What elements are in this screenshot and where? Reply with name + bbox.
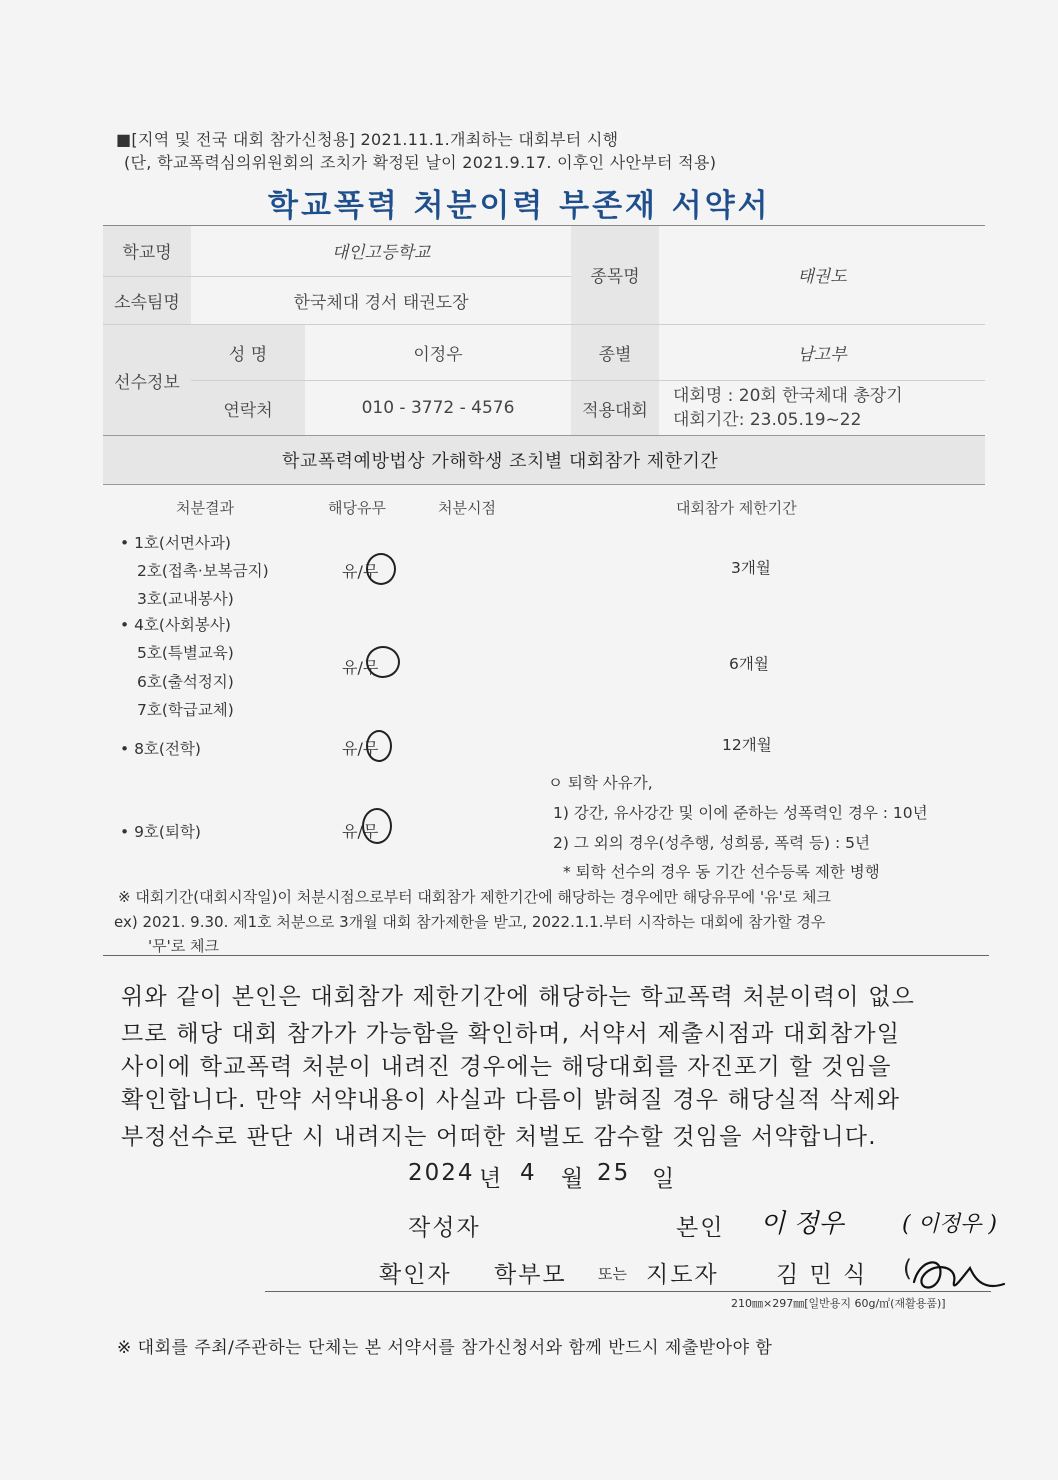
measure-9: • 9호(퇴학) xyxy=(120,823,201,841)
date-day-unit: 일 xyxy=(652,1166,677,1192)
restriction-section-title: 학교폭력예방법상 가해학생 조치별 대회참가 제한기간 xyxy=(282,451,719,472)
name-label: 성 명 xyxy=(191,324,305,380)
measure-7: 7호(학급교체) xyxy=(137,701,234,719)
category-label: 종별 xyxy=(571,324,659,380)
yn-group-1: 유/무 xyxy=(342,562,379,581)
measure-1: • 1호(서면사과) xyxy=(120,534,231,552)
competition-period: 대회기간: 23.05.19~22 xyxy=(673,410,862,430)
competition-label: 적용대회 xyxy=(571,380,659,436)
yn-group-3: 유/무 xyxy=(342,739,379,758)
signature-rule xyxy=(265,1291,991,1292)
measure-3: 3호(교내봉사) xyxy=(137,590,234,608)
col-period: 대회참가 제한기간 xyxy=(676,499,797,517)
school-label: 학교명 xyxy=(103,226,191,276)
instructor-name: 김 민 식 xyxy=(776,1262,868,1288)
competition-name: 대회명 : 20회 한국체대 총장기 xyxy=(673,386,903,406)
date-year: 2024 xyxy=(408,1160,475,1186)
pledge-line-1: 위와 같이 본인은 대회참가 제한기간에 해당하는 학교폭력 처분이력이 없으 xyxy=(121,984,916,1010)
footer-note: ※ 대회를 주최/주관하는 단체는 본 서약서를 참가신청서와 함께 반드시 제출받아야 함 xyxy=(117,1338,773,1358)
team-label: 소속팀명 xyxy=(103,276,191,324)
expulsion-line-4: * 퇴학 선수의 경우 동 기간 선수등록 제한 병행 xyxy=(563,863,880,881)
col-applicable: 해당유무 xyxy=(328,499,386,517)
measure-4: • 4호(사회봉사) xyxy=(120,616,231,634)
instructor-label: 지도자 xyxy=(646,1262,719,1288)
contact-label: 연락처 xyxy=(191,380,305,436)
expulsion-line-1: ㅇ 퇴학 사유가, xyxy=(548,774,653,792)
note-line-3: '무'로 체크 xyxy=(148,937,219,955)
measure-6: 6호(출석정지) xyxy=(137,673,234,691)
col-result: 처분결과 xyxy=(176,499,234,517)
measure-8: • 8호(전학) xyxy=(120,740,201,758)
instructor-signature-scribble xyxy=(900,1252,1010,1300)
pledge-line-2: 므로 해당 대회 참가가 가능함을 확인하며, 서약서 제출시점과 대회참가일 xyxy=(121,1021,901,1047)
check-circle-group-3 xyxy=(366,730,392,762)
contact-value: 010 - 3772 - 4576 xyxy=(305,380,571,436)
period-group-2: 6개월 xyxy=(729,655,769,673)
period-group-1: 3개월 xyxy=(731,559,771,577)
yn-group-2: 유/무 xyxy=(342,658,379,677)
competition-cell xyxy=(659,380,985,436)
col-time: 처분시점 xyxy=(438,499,496,517)
check-circle-group-1 xyxy=(366,553,396,585)
measure-5: 5호(특별교육) xyxy=(137,644,234,662)
self-seal: ( 이정우 ) xyxy=(902,1212,997,1237)
paper-spec: 210㎜×297㎜[일반용지 60g/㎡(재활용품)] xyxy=(731,1297,946,1310)
category-value: 남고부 xyxy=(659,324,985,380)
pledge-line-4: 확인합니다. 만약 서약내용이 사실과 다름이 밝혀질 경우 해당실적 삭제와 xyxy=(121,1087,901,1113)
period-group-3: 12개월 xyxy=(722,736,772,754)
header-line-1: ■[지역 및 전국 대회 참가신청용] 2021.11.1.개최하는 대회부터 시행 xyxy=(116,130,619,149)
check-circle-group-4 xyxy=(362,808,392,844)
date-month: 4 xyxy=(520,1160,537,1186)
header-line-2: (단, 학교폭력심의위원회의 조치가 확정된 날이 2021.9.17. 이후인 사안부터 적용) xyxy=(124,153,717,172)
name-value: 이정우 xyxy=(305,324,571,380)
expulsion-line-3: 2) 그 외의 경우(성추행, 성희롱, 폭력 등) : 5년 xyxy=(553,834,870,852)
expulsion-line-2: 1) 강간, 유사강간 및 이에 준하는 성폭력인 경우 : 10년 xyxy=(553,804,928,822)
event-label: 종목명 xyxy=(571,226,659,324)
or-label: 또는 xyxy=(598,1265,627,1283)
pledge-line-5: 부정선수로 판단 시 내려지는 어떠한 처벌도 감수할 것임을 서약합니다. xyxy=(121,1124,877,1150)
pledge-line-3: 사이에 학교폭력 처분이 내려진 경우에는 해당대회를 자진포기 할 것임을 xyxy=(121,1054,892,1080)
date-year-unit: 년 xyxy=(479,1166,504,1192)
instructor-seal: ( xyxy=(903,1256,914,1282)
notes-rule xyxy=(103,955,989,956)
team-value: 한국체대 경서 태권도장 xyxy=(191,276,571,324)
note-line-1: ※ 대회기간(대회시작일)이 처분시점으로부터 대회참가 제한기간에 해당하는 경우에만 해당유무에 '유'로 체크 xyxy=(118,888,831,906)
school-value: 대인고등학교 xyxy=(191,226,571,276)
confirm-label: 확인자 xyxy=(379,1262,452,1288)
self-label: 본인 xyxy=(676,1215,725,1241)
self-signature: 이 정우 xyxy=(760,1209,844,1239)
date-day: 25 xyxy=(597,1160,631,1186)
date-month-unit: 월 xyxy=(561,1166,586,1192)
event-value: 태권도 xyxy=(659,226,985,324)
yn-group-4: 유/무 xyxy=(342,822,379,841)
check-circle-group-2 xyxy=(366,646,400,678)
note-line-2: ex) 2021. 9.30. 제1호 처분으로 3개월 대회 참가제한을 받고, 2022.1.1.부터 시작하는 대회에 참가할 경우 xyxy=(114,913,826,931)
document-title: 학교폭력 처분이력 부존재 서약서 xyxy=(268,188,771,224)
writer-label: 작성자 xyxy=(408,1215,481,1241)
info-table xyxy=(103,226,985,437)
parent-label: 학부모 xyxy=(494,1262,567,1288)
player-label: 선수정보 xyxy=(103,324,191,436)
measure-2: 2호(접촉·보복금지) xyxy=(137,562,269,580)
